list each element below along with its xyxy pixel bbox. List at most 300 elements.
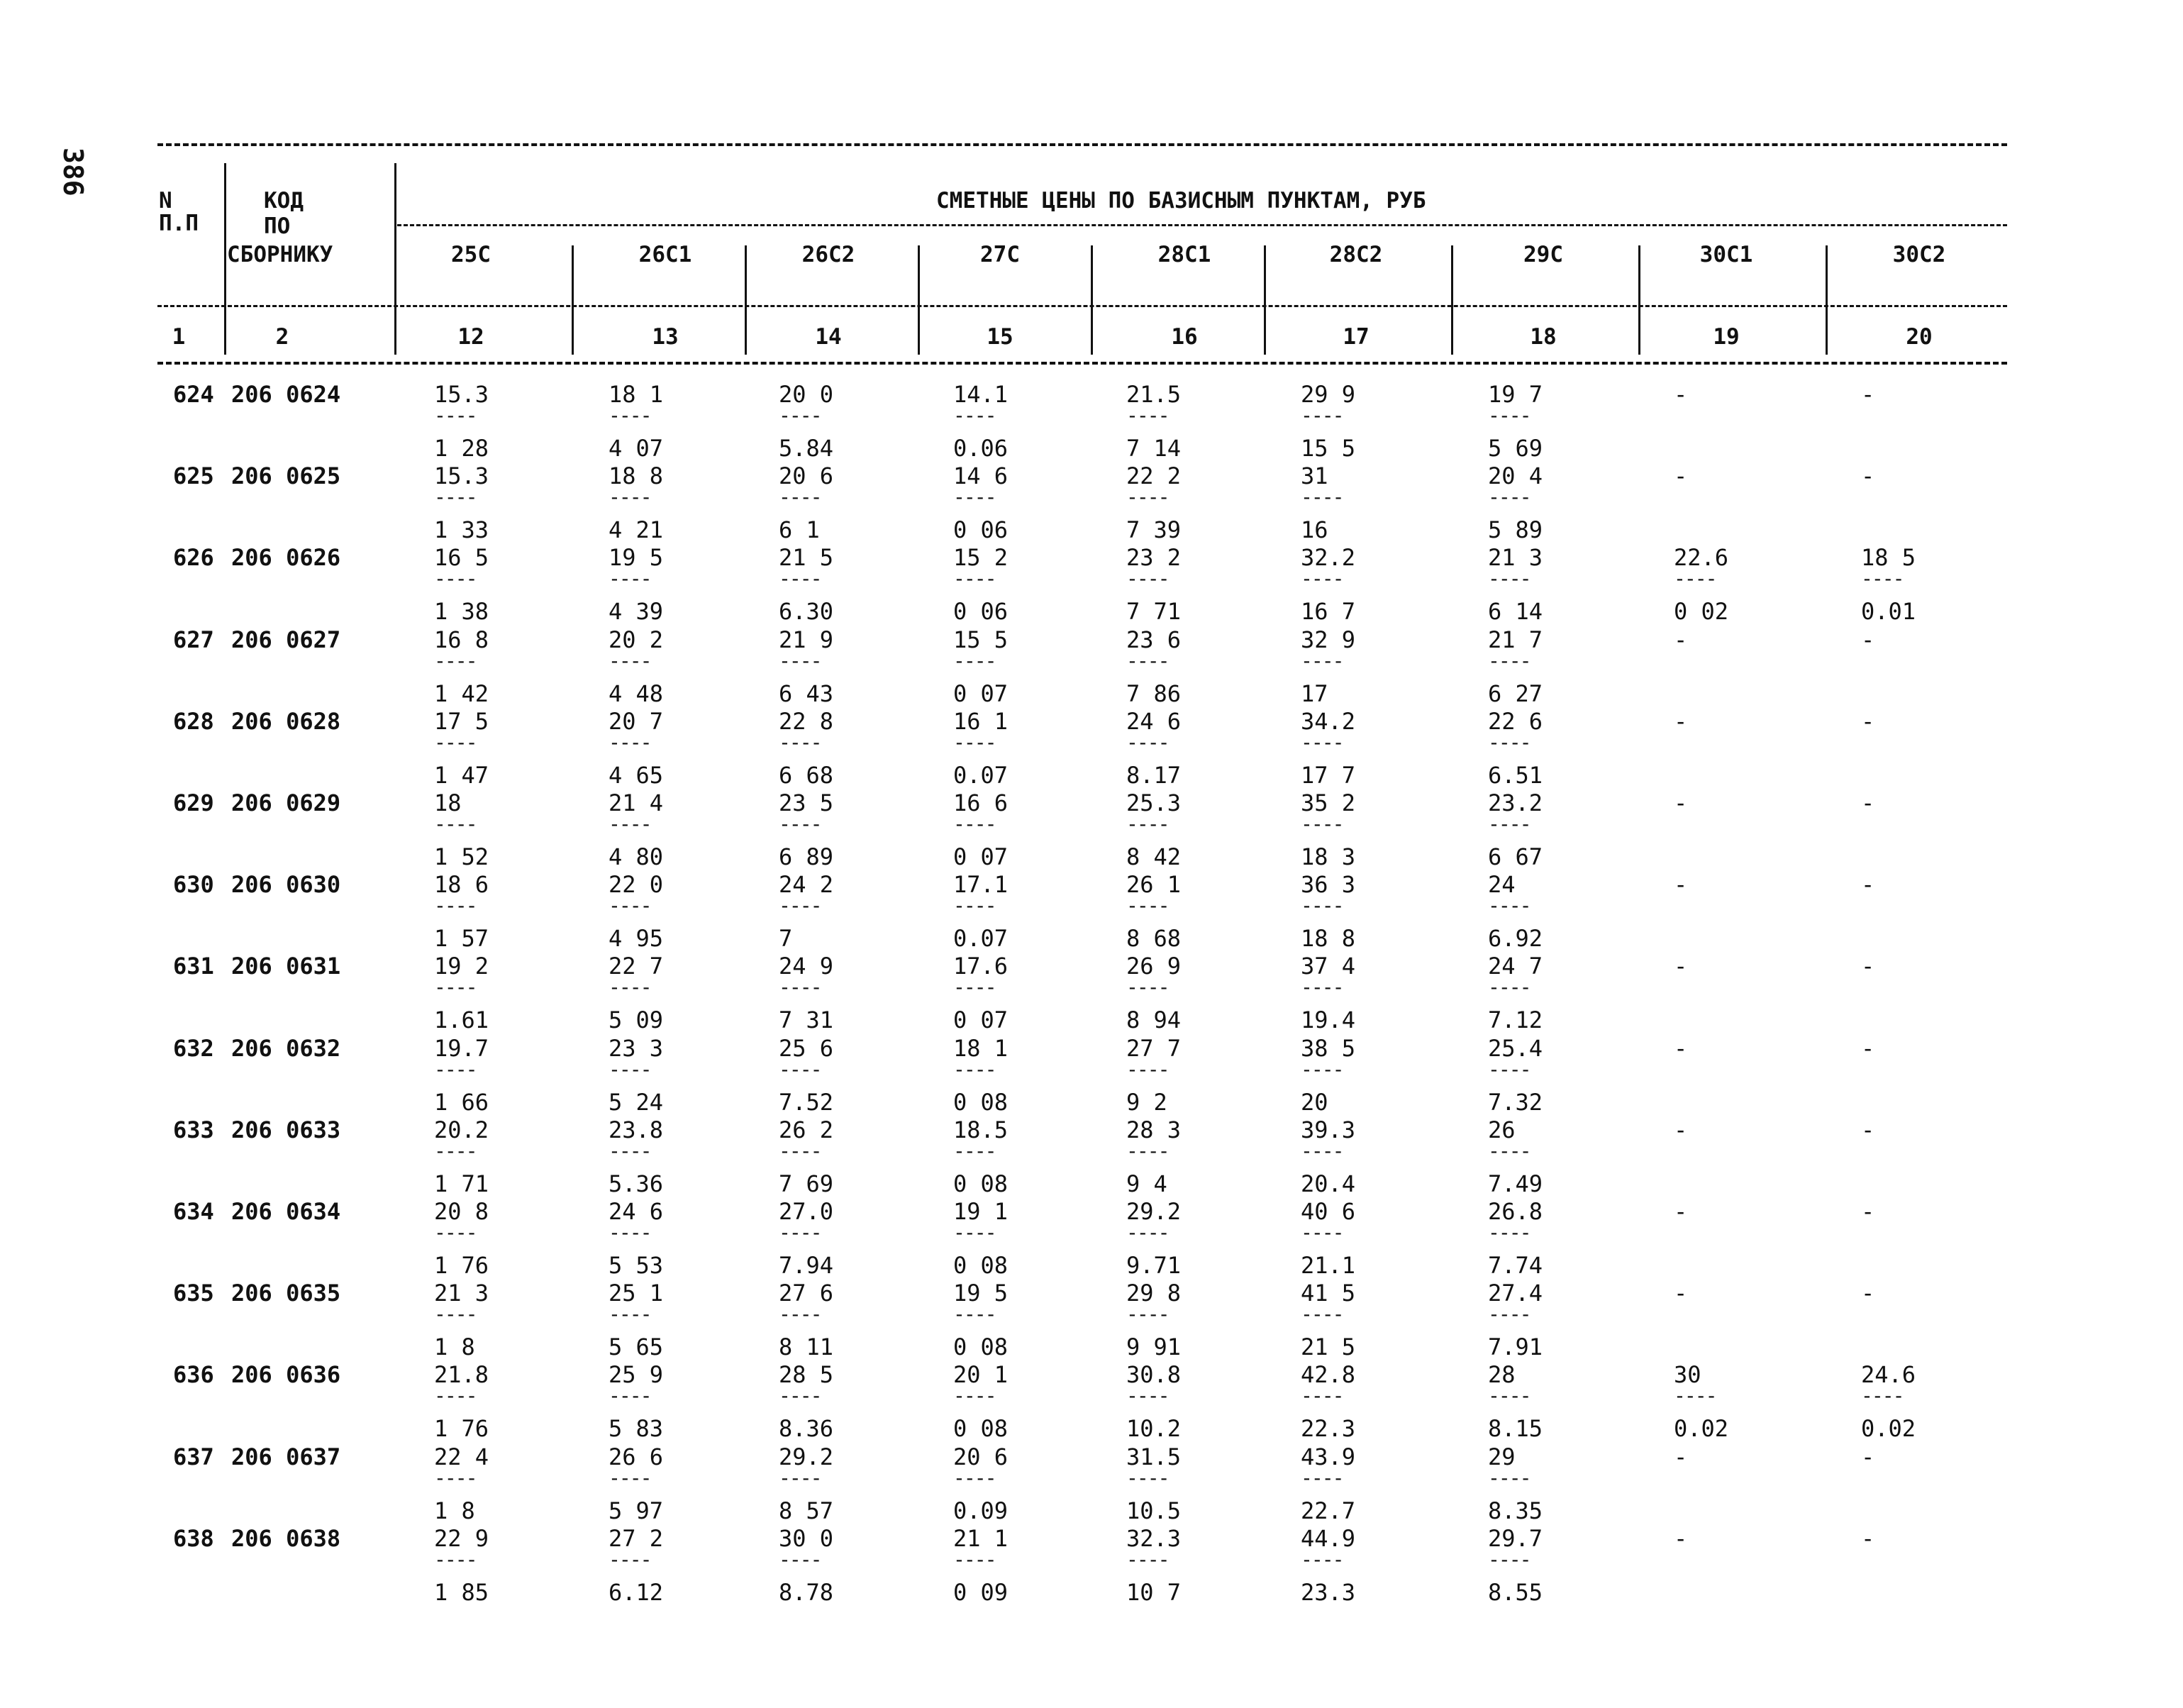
fraction-bar: ---- <box>1488 730 1531 754</box>
price-value: 18.5 <box>953 1116 1009 1143</box>
row-code: 206 0625 <box>231 462 341 490</box>
fraction-bar: ---- <box>1301 730 1343 754</box>
price-value: 24 2 <box>779 871 834 899</box>
transport-cost-value: 1 33 <box>434 516 489 544</box>
price-value: 21 1 <box>953 1524 1009 1552</box>
price-value: 18 <box>434 789 462 816</box>
price-value: 31 <box>1301 462 1328 490</box>
fraction-bar: ---- <box>953 1057 996 1081</box>
fraction-bar: ---- <box>1488 485 1531 509</box>
price-value: - <box>1674 707 1688 735</box>
sep-29c <box>1638 245 1640 355</box>
header-code-line1: КОД <box>264 188 304 214</box>
price-value: 26 6 <box>609 1443 664 1470</box>
fraction-bar: ---- <box>1126 812 1169 836</box>
row-code: 206 0637 <box>231 1443 341 1470</box>
point-header: 28С2 <box>1329 242 1383 267</box>
fraction-bar: ---- <box>1488 567 1531 591</box>
transport-cost-value: 17 7 <box>1301 761 1356 789</box>
fraction-bar: ---- <box>1301 1384 1343 1408</box>
fraction-bar: ---- <box>1126 567 1169 591</box>
column-number: 13 <box>652 324 679 350</box>
price-value: 14 6 <box>953 462 1009 490</box>
fraction-bar: ---- <box>953 812 996 836</box>
fraction-bar: ---- <box>779 1547 821 1571</box>
price-value: 44.9 <box>1301 1524 1356 1552</box>
price-value: 19.7 <box>434 1034 489 1062</box>
price-value: - <box>1674 1443 1688 1470</box>
fraction-bar: ---- <box>609 894 651 918</box>
transport-cost-value: 9 4 <box>1126 1170 1167 1197</box>
transport-cost-value: 5 97 <box>609 1497 664 1524</box>
price-value: 19 7 <box>1488 381 1543 408</box>
fraction-bar: ---- <box>1488 1547 1531 1571</box>
row-code: 206 0633 <box>231 1116 341 1143</box>
transport-cost-value: 5 83 <box>609 1415 664 1443</box>
row-code: 206 0624 <box>231 381 341 408</box>
transport-cost-value: 7 39 <box>1126 516 1182 544</box>
header-n-line1: N <box>159 188 172 214</box>
fraction-bar: ---- <box>1301 485 1343 509</box>
fraction-bar: ---- <box>779 1465 821 1490</box>
fraction-bar: ---- <box>1126 1547 1169 1571</box>
transport-cost-value: 7.74 <box>1488 1252 1543 1279</box>
fraction-bar: ---- <box>1126 1057 1169 1081</box>
fraction-bar: ---- <box>953 1465 996 1490</box>
transport-cost-value: 4 48 <box>609 680 664 707</box>
price-value: 20 6 <box>779 462 834 490</box>
price-value: 27.0 <box>779 1198 834 1225</box>
price-value: - <box>1674 381 1688 408</box>
fraction-bar: ---- <box>953 1221 996 1244</box>
fraction-bar: ---- <box>779 1384 821 1408</box>
page-number: 386 <box>57 148 89 196</box>
price-value: - <box>1861 953 1875 980</box>
fraction-bar: ---- <box>953 1302 996 1326</box>
price-value: 39.3 <box>1301 1116 1356 1143</box>
column-numbers-rule <box>157 362 2007 365</box>
row-number: 630 <box>173 871 214 899</box>
fraction-bar: ---- <box>1301 1465 1343 1490</box>
header-code-line3: СБОРНИКУ <box>227 242 333 267</box>
price-value: 19 5 <box>609 544 664 572</box>
price-value: 15.3 <box>434 462 489 490</box>
fraction-bar: ---- <box>953 894 996 918</box>
transport-cost-value: 7 86 <box>1126 680 1182 707</box>
transport-cost-value: 6 27 <box>1488 680 1543 707</box>
transport-cost-value: 0 08 <box>953 1415 1009 1443</box>
row-number: 627 <box>173 626 214 653</box>
price-value: 18 8 <box>609 462 664 490</box>
fraction-bar: ---- <box>1488 1057 1531 1081</box>
transport-cost-value: 0 08 <box>953 1252 1009 1279</box>
row-code: 206 0632 <box>231 1034 341 1062</box>
price-value: 35 2 <box>1301 789 1356 816</box>
transport-cost-value: 9 2 <box>1126 1088 1167 1116</box>
fraction-bar: ---- <box>1126 975 1169 999</box>
transport-cost-value: 18 8 <box>1301 925 1356 953</box>
transport-cost-value: 0 07 <box>953 680 1009 707</box>
fraction-bar: ---- <box>779 1302 821 1326</box>
sep-26c2 <box>918 245 920 355</box>
column-number: 2 <box>275 324 289 350</box>
fraction-bar: ---- <box>609 1547 651 1571</box>
transport-cost-value: 1 42 <box>434 680 489 707</box>
transport-cost-value: 10.2 <box>1126 1415 1182 1443</box>
price-value: - <box>1861 707 1875 735</box>
price-value: - <box>1674 1280 1688 1307</box>
transport-cost-value: 4 80 <box>609 843 664 870</box>
price-value: 22.6 <box>1674 544 1729 572</box>
price-value: 29.7 <box>1488 1524 1543 1552</box>
transport-cost-value: 7.52 <box>779 1088 834 1116</box>
transport-cost-value: 0 09 <box>953 1578 1009 1606</box>
row-code: 206 0627 <box>231 626 341 653</box>
transport-cost-value: 16 <box>1301 516 1328 544</box>
price-value: 15 5 <box>953 626 1009 653</box>
row-code: 206 0636 <box>231 1361 341 1389</box>
transport-cost-value: 8.15 <box>1488 1415 1543 1443</box>
price-value: - <box>1861 626 1875 653</box>
point-header: 30С2 <box>1892 242 1946 267</box>
price-value: 22 0 <box>609 871 664 899</box>
price-value: 32.3 <box>1126 1524 1182 1552</box>
header-rule <box>157 305 2007 307</box>
transport-cost-value: 8 11 <box>779 1333 834 1361</box>
transport-cost-value: 6.92 <box>1488 925 1543 953</box>
transport-cost-value: 8.17 <box>1126 761 1182 789</box>
price-value: 28 3 <box>1126 1116 1182 1143</box>
fraction-bar: ---- <box>1488 1138 1531 1163</box>
fraction-bar: ---- <box>1126 648 1169 672</box>
price-value: 21 5 <box>779 544 834 572</box>
transport-cost-value: 0.02 <box>1861 1415 1916 1443</box>
transport-cost-value: 7 31 <box>779 1006 834 1034</box>
transport-cost-value: 0.09 <box>953 1497 1009 1524</box>
sep-code <box>394 163 396 355</box>
transport-cost-value: 8.35 <box>1488 1497 1543 1524</box>
price-value: 25 9 <box>609 1361 664 1389</box>
transport-cost-value: 6.12 <box>609 1578 664 1606</box>
transport-cost-value: 0 07 <box>953 843 1009 870</box>
transport-cost-value: 0 02 <box>1674 598 1729 626</box>
transport-cost-value: 17 <box>1301 680 1328 707</box>
fraction-bar: ---- <box>1301 894 1343 918</box>
transport-cost-value: 5 69 <box>1488 435 1543 462</box>
transport-cost-value: 7 <box>779 925 793 953</box>
table-top-rule <box>157 143 2007 146</box>
sep-28c2 <box>1451 245 1453 355</box>
price-value: 23 6 <box>1126 626 1182 653</box>
row-number: 637 <box>173 1443 214 1470</box>
fraction-bar: ---- <box>434 1465 477 1490</box>
prices-title: СМЕТНЫЕ ЦЕНЫ ПО БАЗИСНЫМ ПУНКТАМ, РУБ <box>936 188 1426 214</box>
transport-cost-value: 5 24 <box>609 1088 664 1116</box>
row-code: 206 0634 <box>231 1198 341 1225</box>
fraction-bar: ---- <box>609 812 651 836</box>
sep-27c <box>1091 245 1093 355</box>
fraction-bar: ---- <box>779 567 821 591</box>
price-value: 29 9 <box>1301 381 1356 408</box>
price-value: 22 6 <box>1488 707 1543 735</box>
price-value: - <box>1861 1198 1875 1225</box>
price-value: 28 5 <box>779 1361 834 1389</box>
transport-cost-value: 4 07 <box>609 435 664 462</box>
row-number: 629 <box>173 789 214 816</box>
price-value: 22 9 <box>434 1524 489 1552</box>
transport-cost-value: 0 08 <box>953 1170 1009 1197</box>
fraction-bar: ---- <box>609 1138 651 1163</box>
fraction-bar: ---- <box>609 485 651 509</box>
price-value: 17.6 <box>953 953 1009 980</box>
price-value: - <box>1861 462 1875 490</box>
price-value: 22 8 <box>779 707 834 735</box>
row-number: 626 <box>173 544 214 572</box>
price-value: 30.8 <box>1126 1361 1182 1389</box>
transport-cost-value: 8.55 <box>1488 1578 1543 1606</box>
price-value: 15 2 <box>953 544 1009 572</box>
transport-cost-value: 6 68 <box>779 761 834 789</box>
row-number: 638 <box>173 1524 214 1552</box>
transport-cost-value: 7.49 <box>1488 1170 1543 1197</box>
point-header: 25С <box>451 242 491 267</box>
price-value: 26 1 <box>1126 871 1182 899</box>
column-number: 20 <box>1906 324 1933 350</box>
column-number: 17 <box>1343 324 1370 350</box>
fraction-bar: ---- <box>1488 1302 1531 1326</box>
price-value: 24 6 <box>609 1198 664 1225</box>
price-value: 16 1 <box>953 707 1009 735</box>
price-value: 32 9 <box>1301 626 1356 653</box>
transport-cost-value: 1 76 <box>434 1415 489 1443</box>
price-value: 19 5 <box>953 1280 1009 1307</box>
fraction-bar: ---- <box>609 1057 651 1081</box>
transport-cost-value: 7 14 <box>1126 435 1182 462</box>
transport-cost-value: 1.61 <box>434 1006 489 1034</box>
row-number: 625 <box>173 462 214 490</box>
price-value: - <box>1674 871 1688 899</box>
fraction-bar: ---- <box>609 975 651 999</box>
price-value: 21.8 <box>434 1361 489 1389</box>
transport-cost-value: 5 89 <box>1488 516 1543 544</box>
column-number: 16 <box>1171 324 1198 350</box>
transport-cost-value: 7 71 <box>1126 598 1182 626</box>
price-value: 23 5 <box>779 789 834 816</box>
fraction-bar: ---- <box>779 975 821 999</box>
fraction-bar: ---- <box>1301 648 1343 672</box>
sep-28c1 <box>1264 245 1266 355</box>
fraction-bar: ---- <box>779 485 821 509</box>
fraction-bar: ---- <box>1301 1138 1343 1163</box>
price-value: 19 2 <box>434 953 489 980</box>
price-value: 25 6 <box>779 1034 834 1062</box>
price-value: 22 4 <box>434 1443 489 1470</box>
fraction-bar: ---- <box>953 485 996 509</box>
price-value: - <box>1861 1443 1875 1470</box>
fraction-bar: ---- <box>609 1221 651 1244</box>
price-value: 18 1 <box>953 1034 1009 1062</box>
column-number: 1 <box>172 324 186 350</box>
price-value: 25.4 <box>1488 1034 1543 1062</box>
fraction-bar: ---- <box>1488 1384 1531 1408</box>
price-value: 21 4 <box>609 789 664 816</box>
fraction-bar: ---- <box>1488 1221 1531 1244</box>
transport-cost-value: 1 28 <box>434 435 489 462</box>
price-value: 14.1 <box>953 381 1009 408</box>
price-value: 21 9 <box>779 626 834 653</box>
transport-cost-value: 7.12 <box>1488 1006 1543 1034</box>
transport-cost-value: 19.4 <box>1301 1006 1356 1034</box>
price-value: 22 2 <box>1126 462 1182 490</box>
transport-cost-value: 1 8 <box>434 1333 475 1361</box>
transport-cost-value: 6.30 <box>779 598 834 626</box>
transport-cost-value: 9.71 <box>1126 1252 1182 1279</box>
fraction-bar: ---- <box>1301 404 1343 427</box>
price-value: 26.8 <box>1488 1198 1543 1225</box>
transport-cost-value: 5 65 <box>609 1333 664 1361</box>
price-value: - <box>1861 789 1875 816</box>
transport-cost-value: 7 69 <box>779 1170 834 1197</box>
transport-cost-value: 1 66 <box>434 1088 489 1116</box>
transport-cost-value: 20.4 <box>1301 1170 1356 1197</box>
price-value: 17.1 <box>953 871 1009 899</box>
fraction-bar: ---- <box>953 730 996 754</box>
point-header: 30С1 <box>1699 242 1753 267</box>
transport-cost-value: 4 39 <box>609 598 664 626</box>
price-value: - <box>1861 1524 1875 1552</box>
price-value: 20 7 <box>609 707 664 735</box>
sep-30c1 <box>1826 245 1828 355</box>
transport-cost-value: 15 5 <box>1301 435 1356 462</box>
row-code: 206 0638 <box>231 1524 341 1552</box>
price-value: 16 5 <box>434 544 489 572</box>
fraction-bar: ---- <box>779 730 821 754</box>
fraction-bar: ---- <box>434 1547 477 1571</box>
price-value: 21 3 <box>434 1280 489 1307</box>
transport-cost-value: 20 <box>1301 1088 1328 1116</box>
price-value: 20.2 <box>434 1116 489 1143</box>
fraction-bar: ---- <box>434 1384 477 1408</box>
transport-cost-value: 6.51 <box>1488 761 1543 789</box>
fraction-bar: ---- <box>1674 567 1716 591</box>
column-number: 14 <box>815 324 842 350</box>
transport-cost-value: 8.36 <box>779 1415 834 1443</box>
price-value: - <box>1674 789 1688 816</box>
fraction-bar: ---- <box>609 1465 651 1490</box>
fraction-bar: ---- <box>1301 1547 1343 1571</box>
row-code: 206 0629 <box>231 789 341 816</box>
fraction-bar: ---- <box>953 1384 996 1408</box>
fraction-bar: ---- <box>953 648 996 672</box>
transport-cost-value: 0.06 <box>953 435 1009 462</box>
transport-cost-value: 7.32 <box>1488 1088 1543 1116</box>
transport-cost-value: 0.02 <box>1674 1415 1729 1443</box>
fraction-bar: ---- <box>434 1302 477 1326</box>
price-value: 43.9 <box>1301 1443 1356 1470</box>
price-value: 20 6 <box>953 1443 1009 1470</box>
transport-cost-value: 23.3 <box>1301 1578 1356 1606</box>
row-number: 631 <box>173 953 214 980</box>
price-value: 26 <box>1488 1116 1516 1143</box>
price-value: 32.2 <box>1301 544 1356 572</box>
sep-25c <box>572 245 574 355</box>
transport-cost-value: 8 42 <box>1126 843 1182 870</box>
price-value: 19 1 <box>953 1198 1009 1225</box>
price-value: 31.5 <box>1126 1443 1182 1470</box>
transport-cost-value: 1 38 <box>434 598 489 626</box>
fraction-bar: ---- <box>1126 485 1169 509</box>
price-value: 24 7 <box>1488 953 1543 980</box>
sep-26c1 <box>745 245 747 355</box>
fraction-bar: ---- <box>1301 1221 1343 1244</box>
fraction-bar: ---- <box>779 1057 821 1081</box>
transport-cost-value: 0.01 <box>1861 598 1916 626</box>
transport-cost-value: 7.91 <box>1488 1333 1543 1361</box>
fraction-bar: ---- <box>953 567 996 591</box>
fraction-bar: ---- <box>609 730 651 754</box>
row-number: 633 <box>173 1116 214 1143</box>
price-value: - <box>1674 1524 1688 1552</box>
transport-cost-value: 8 57 <box>779 1497 834 1524</box>
row-code: 206 0626 <box>231 544 341 572</box>
fraction-bar: ---- <box>434 894 477 918</box>
transport-cost-value: 1 76 <box>434 1252 489 1279</box>
fraction-bar: ---- <box>1126 894 1169 918</box>
column-number: 18 <box>1530 324 1557 350</box>
fraction-bar: ---- <box>434 485 477 509</box>
fraction-bar: ---- <box>1674 1384 1716 1408</box>
price-value: 24 6 <box>1126 707 1182 735</box>
fraction-bar: ---- <box>434 567 477 591</box>
fraction-bar: ---- <box>434 730 477 754</box>
price-value: 23 2 <box>1126 544 1182 572</box>
price-value: 27 7 <box>1126 1034 1182 1062</box>
fraction-bar: ---- <box>1301 975 1343 999</box>
price-value: 17 5 <box>434 707 489 735</box>
row-code: 206 0628 <box>231 707 341 735</box>
row-number: 628 <box>173 707 214 735</box>
price-value: 20 2 <box>609 626 664 653</box>
price-value: 30 0 <box>779 1524 834 1552</box>
price-value: 41 5 <box>1301 1280 1356 1307</box>
price-value: - <box>1674 1116 1688 1143</box>
fraction-bar: ---- <box>1488 1465 1531 1490</box>
fraction-bar: ---- <box>609 404 651 427</box>
transport-cost-value: 16 7 <box>1301 598 1356 626</box>
price-value: 26 9 <box>1126 953 1182 980</box>
price-value: 20 0 <box>779 381 834 408</box>
column-number: 15 <box>987 324 1013 350</box>
transport-cost-value: 0.07 <box>953 925 1009 953</box>
price-value: - <box>1861 1280 1875 1307</box>
price-value: - <box>1674 462 1688 490</box>
price-value: 20 8 <box>434 1198 489 1225</box>
price-value: 25 1 <box>609 1280 664 1307</box>
fraction-bar: ---- <box>434 1221 477 1244</box>
price-value: 40 6 <box>1301 1198 1356 1225</box>
price-value: 23.8 <box>609 1116 664 1143</box>
transport-cost-value: 21.1 <box>1301 1252 1356 1279</box>
transport-cost-value: 18 3 <box>1301 843 1356 870</box>
fraction-bar: ---- <box>1126 1221 1169 1244</box>
fraction-bar: ---- <box>1488 404 1531 427</box>
transport-cost-value: 0.07 <box>953 761 1009 789</box>
transport-cost-value: 5 53 <box>609 1252 664 1279</box>
transport-cost-value: 4 21 <box>609 516 664 544</box>
fraction-bar: ---- <box>779 1221 821 1244</box>
row-code: 206 0635 <box>231 1280 341 1307</box>
fraction-bar: ---- <box>1301 567 1343 591</box>
